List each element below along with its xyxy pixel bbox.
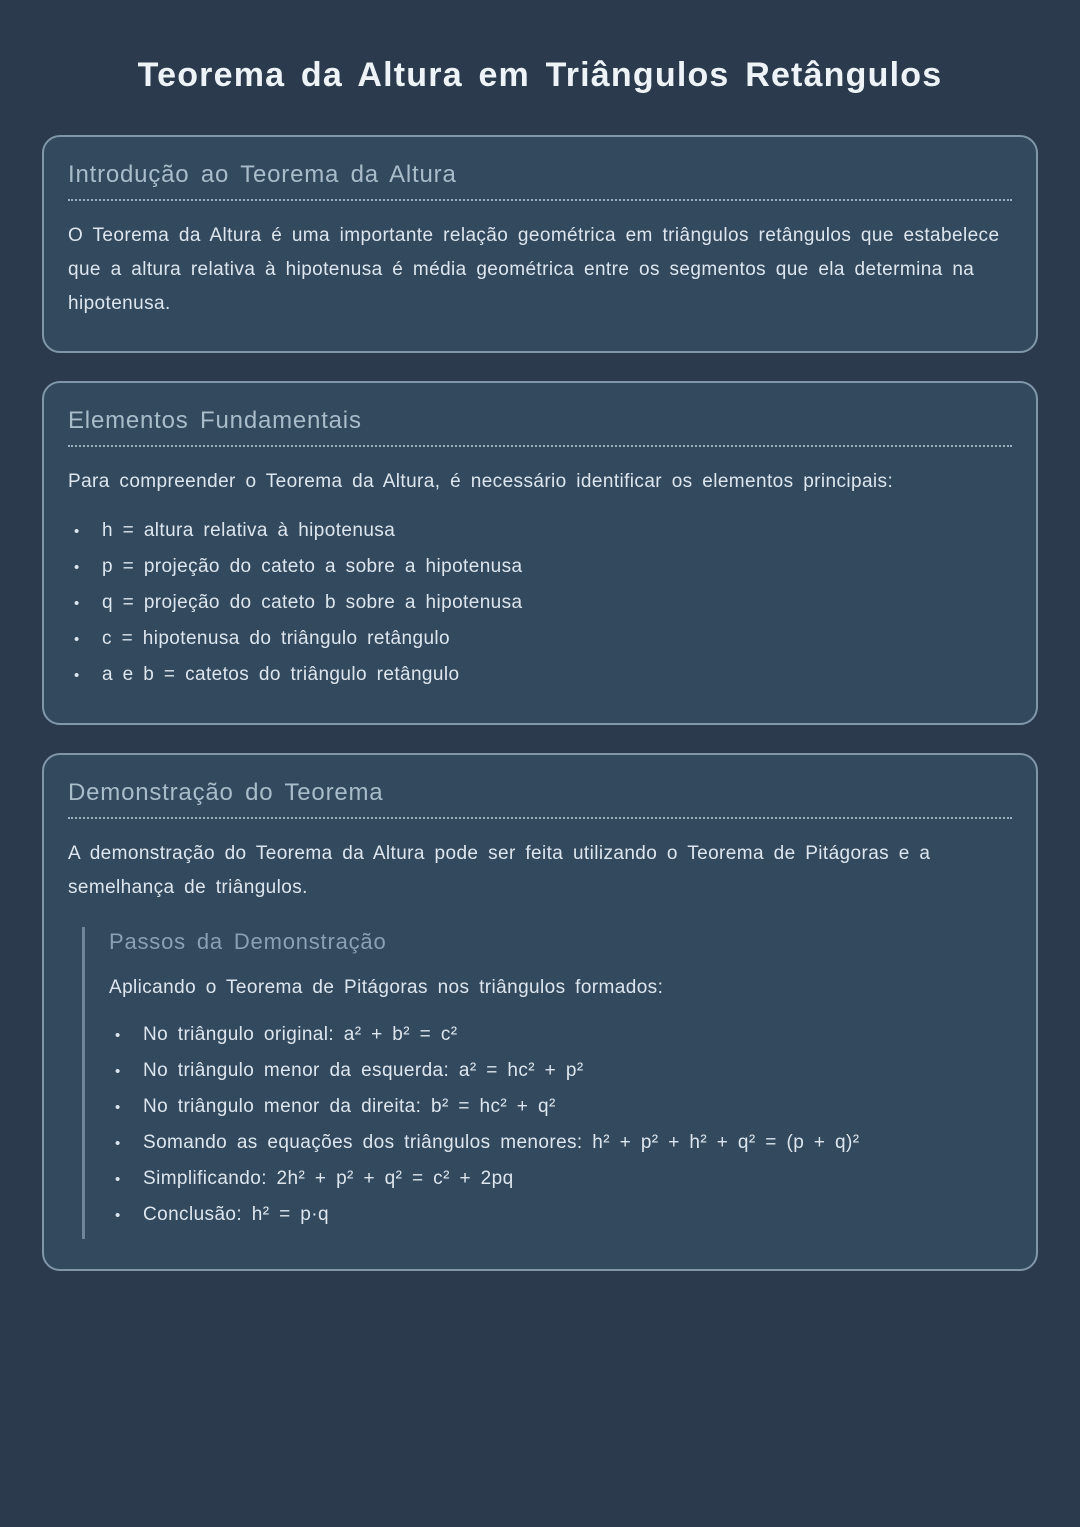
subsection-passos: [82, 927, 1012, 1239]
formula-text: No triângulo original: a² + b² = c²: [143, 1024, 458, 1045]
bullet-icon: [109, 1125, 143, 1161]
list-item-text: q = projeção do cateto b sobre a hipotenusa: [102, 592, 523, 613]
section-paragraph-elementos: Para compreender o Teorema da Altura, é necessário identificar os elementos principais:: [68, 471, 894, 492]
bullet-icon: [109, 1017, 143, 1053]
list-item: [68, 621, 1012, 657]
list-item: [109, 1125, 1012, 1161]
bullet-icon: [109, 1053, 143, 1089]
bullet-icon: [109, 1161, 143, 1197]
formula-text: No triângulo menor da esquerda: a² = hc² + p²: [143, 1060, 584, 1081]
list-item-text: p = projeção do cateto a sobre a hipotenusa: [102, 556, 523, 577]
list-item: [109, 1017, 1012, 1053]
formula-text: No triângulo menor da direita: b² = hc² + q²: [143, 1096, 556, 1117]
list-item: [68, 657, 1012, 693]
list-item: [109, 1053, 1012, 1089]
list-item: [68, 513, 1012, 549]
elements-list: [68, 513, 1012, 693]
bullet-icon: [68, 657, 102, 693]
list-item: [109, 1089, 1012, 1125]
section-card-introducao: [42, 135, 1038, 353]
list-item: [68, 585, 1012, 621]
bullet-icon: [109, 1197, 143, 1233]
formula-text: Simplificando: 2h² + p² + q² = c² + 2pq: [143, 1168, 514, 1189]
section-card-elementos: [42, 381, 1038, 725]
bullet-icon: [68, 513, 102, 549]
list-item-text: h = altura relativa à hipotenusa: [102, 520, 396, 541]
section-paragraph-introducao: O Teorema da Altura é uma importante relação geométrica em triângulos retângulos que estabelece que a altura relativa à hipotenusa é média geométrica entre os segmentos que ela determina na hipotenusa.: [68, 225, 1000, 314]
steps-list: [109, 1017, 1012, 1233]
section-heading-elementos: Elementos Fundamentais: [68, 407, 1012, 447]
section-heading-demonstracao: Demonstração do Teorema: [68, 779, 1012, 819]
list-item-text: c = hipotenusa do triângulo retângulo: [102, 628, 451, 649]
subsection-intro: Aplicando o Teorema de Pitágoras nos triângulos formados:: [109, 977, 664, 998]
formula-text: Conclusão: h² = p·q: [143, 1204, 329, 1225]
bullet-icon: [68, 621, 102, 657]
list-item: [109, 1197, 1012, 1233]
bullet-icon: [109, 1089, 143, 1125]
list-item: [109, 1161, 1012, 1197]
section-card-demonstracao: [42, 753, 1038, 1271]
section-paragraph-demonstracao: A demonstração do Teorema da Altura pode ser feita utilizando o Teorema de Pitágoras e a semelhança de triângulos.: [68, 843, 931, 898]
list-item-text: a e b = catetos do triângulo retângulo: [102, 664, 460, 685]
bullet-icon: [68, 549, 102, 585]
list-item: [68, 549, 1012, 585]
subsection-heading: Passos da Demonstração: [109, 929, 387, 954]
formula-text: Somando as equações dos triângulos menores: h² + p² + h² + q² = (p + q)²: [143, 1132, 860, 1153]
section-heading-introducao: Introdução ao Teorema da Altura: [68, 161, 1012, 201]
bullet-icon: [68, 585, 102, 621]
page-title: Teorema da Altura em Triângulos Retângulos: [137, 56, 943, 94]
